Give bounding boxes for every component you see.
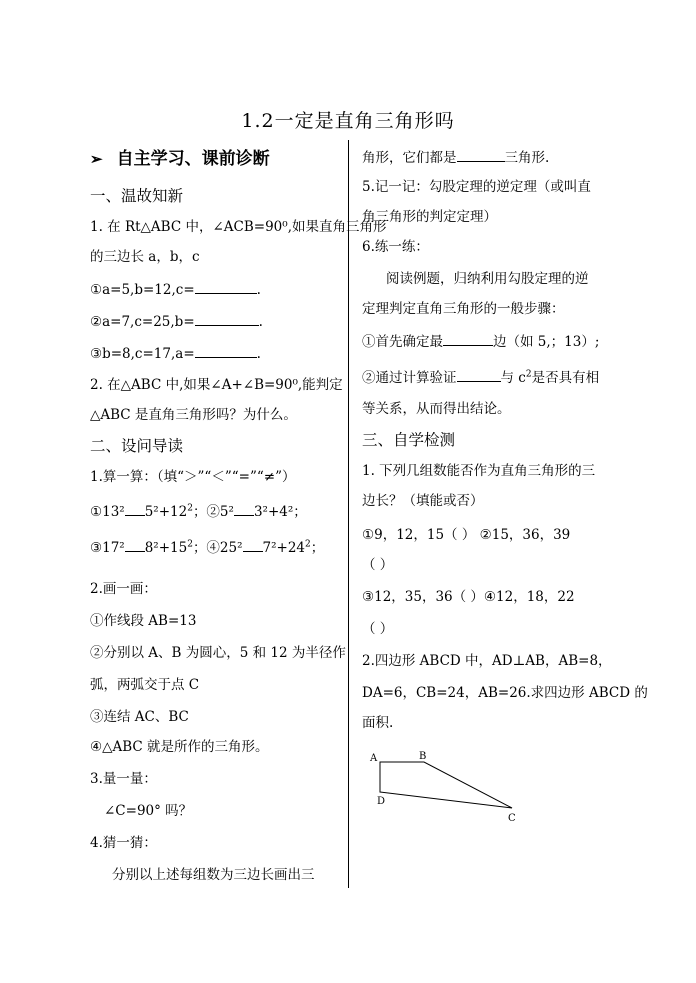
q2-line1: 2. 在△ABC 中,如果∠A+∠B=90⁰,能判定 — [90, 377, 343, 393]
answer-blank[interactable] — [243, 538, 263, 552]
check-q1-row3: ③12，35，36（ ）④12，18，22 — [362, 589, 575, 605]
vertex-label-c: C — [508, 813, 516, 824]
guess-continuation: 角形，它们都是 三角形. — [362, 150, 550, 166]
vertex-label-d: D — [377, 796, 386, 807]
draw-heading: 2.画一画： — [90, 581, 157, 597]
quadrilateral-abcd-figure — [360, 745, 530, 827]
guess-heading: 4.猜一猜： — [90, 835, 157, 851]
q1-a: ①a=5,b=12,c= . — [90, 282, 261, 298]
measure-question: ∠C=90° 吗？ — [104, 803, 193, 819]
check-q1-row1: ①9，12，15（ ） ②15，36，39 — [362, 527, 571, 543]
check-q1-row4: （ ） — [362, 621, 394, 637]
answer-blank[interactable] — [234, 502, 254, 516]
q6-step1: ①首先确定最 边（如 5,；13）; — [362, 334, 600, 350]
draw-step-1: ①作线段 AB=13 — [90, 613, 197, 629]
q6-step2: ②通过计算验证 与 $c^2$是否具有相 — [362, 369, 600, 386]
arrow-bullet-icon: ➢ — [90, 150, 103, 168]
column-divider — [348, 140, 349, 888]
q1-b: ②a=7,c=25,b= . — [90, 314, 263, 330]
answer-blank[interactable] — [195, 312, 259, 326]
draw-step-4: ④△ABC 就是所作的三角形。 — [90, 739, 269, 755]
q1-line2: 的三边长 a，b，c — [90, 249, 200, 265]
q1-c: ③b=8,c=17,a= . — [90, 346, 261, 362]
q6-step2-line2: 等关系，从而得出结论。 — [362, 401, 511, 417]
section-heading-self-study: ➢ 自主学习、课前诊断 — [90, 149, 270, 169]
q6-heading: 6.练一练： — [362, 239, 429, 255]
calc-line: 1.算一算：（填“＞”“＜”“=”“≠”） — [90, 469, 296, 485]
check-q2-line3: 面积. — [362, 715, 394, 731]
q2-line2: △ABC 是直角三角形吗？为什么。 — [90, 407, 297, 423]
review-heading: 一、温故知新 — [90, 187, 184, 205]
check-q1-line2: 边长？（填能或否） — [362, 493, 484, 509]
page-title: 1.2一定是直角三角形吗 — [241, 110, 455, 132]
answer-blank[interactable] — [457, 368, 501, 382]
draw-step-2b: 弧，两弧交于点 C — [90, 677, 200, 693]
answer-blank[interactable] — [195, 344, 257, 358]
check-q2-line2: DA=6，CB=24，AB=26.求四边形 ABCD 的 — [362, 685, 648, 701]
check-q1-line1: 1. 下列几组数能否作为直角三角形的三 — [362, 463, 596, 479]
q5-line1: 5.记一记：勾股定理的逆定理（或叫直 — [362, 179, 591, 195]
check-q2-line1: 2.四边形 ABCD 中，AD⊥AB，AB=8， — [362, 653, 612, 669]
q6-line1: 阅读例题，归纳利用勾股定理的逆 — [386, 271, 589, 287]
quadrilateral-shape — [380, 762, 512, 808]
calc-row-1: ①13² $5^2+12^2$；②5² 3²+4²； — [90, 503, 307, 520]
guess-text: 分别以上述每组数为三边长画出三 — [112, 867, 315, 883]
answer-blank[interactable] — [125, 502, 145, 516]
q6-line2: 定理判定直角三角形的一般步骤： — [362, 301, 565, 317]
vertex-label-b: B — [419, 751, 427, 762]
answer-blank[interactable] — [195, 280, 257, 294]
measure-heading: 3.量一量： — [90, 771, 157, 787]
vertex-label-a: A — [370, 753, 378, 764]
draw-step-3: ③连结 AC、BC — [90, 709, 189, 725]
draw-step-2a: ②分别以 A、B 为圆心，5 和 12 为半径作 — [90, 645, 346, 661]
answer-blank[interactable] — [125, 538, 145, 552]
check-q1-row2: （ ） — [362, 557, 394, 573]
q5-line2: 角三角形的判定定理） — [362, 209, 497, 225]
answer-blank[interactable] — [443, 332, 493, 346]
q1-line1: 1. 在 Rt△ABC 中，∠ACB=90⁰,如果直角三角形 — [90, 219, 387, 235]
guide-heading: 二、设问导读 — [90, 437, 184, 455]
check-heading: 三、自学检测 — [362, 431, 456, 449]
answer-blank[interactable] — [457, 148, 505, 162]
calc-row-2: ③17² $8^2+15^2$；④25² $7^2+24^2$； — [90, 539, 325, 556]
